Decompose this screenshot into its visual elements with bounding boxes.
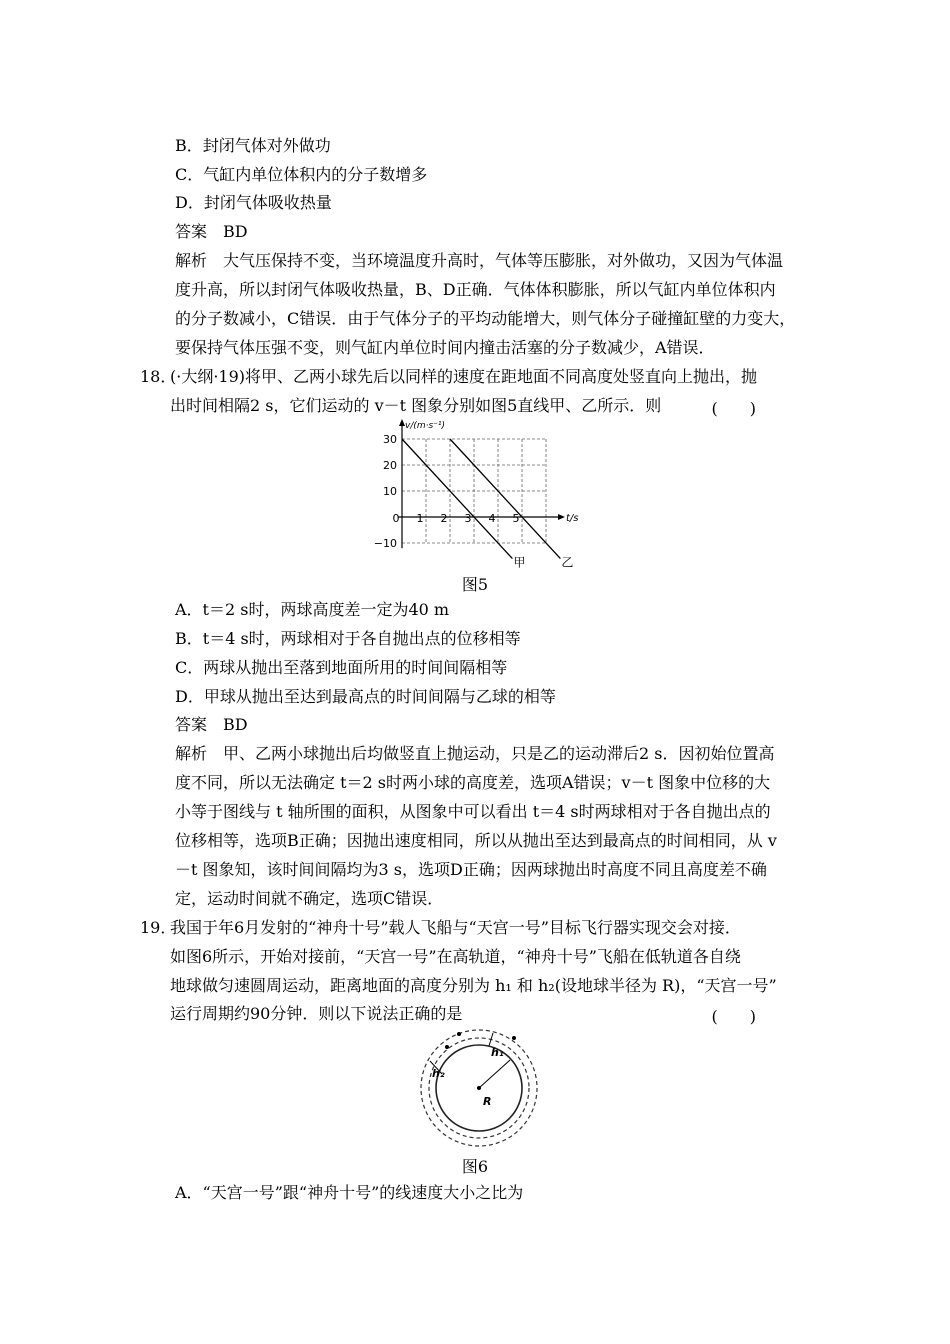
chart-grid [402,439,546,543]
figure-6-caption: 图6 [461,1157,489,1176]
y-tick-label: 10 [383,485,397,498]
y-tick-label: 30 [383,433,397,446]
figure-5-caption: 图5 [461,575,489,594]
q18-analysis-line: 小等于图线与 t 轴所围的面积，从图象中可以看出 t＝4 s时两球相对于各自抛出点的 [175,802,771,821]
vt-graph [370,416,579,570]
q18-analysis-line: 位移相等，选项B正确；因抛出速度相同，所以从抛出至达到最高点的时间相同，从 v [175,831,777,850]
q18-option-d: D．甲球从抛出至达到最高点的时间间隔与乙球的相等 [175,687,556,706]
radius-label: R [483,1095,492,1108]
q17-analysis-line: 解析 大气压保持不变，当环境温度升高时，气体等压膨胀，对外做功，又因为气体温 [175,251,784,270]
x-tick-label: 4 [488,512,496,525]
x-axis-label: t/s [566,513,579,524]
spacecraft-dot [512,1036,516,1040]
q18-option-b: B．t＝4 s时，两球相对于各自抛出点的位移相等 [175,629,521,648]
q18-analysis-line: －t 图象知，该时间间隔均为3 s，选项D正确；因两球抛出时高度不同且高度差不确 [175,860,767,879]
orbit-diagram [414,1028,544,1148]
spacecraft-dot [457,1032,461,1036]
y-axis-label: v/(m·s⁻¹) [405,421,446,431]
q18-analysis-line: 定，运动时间就不确定，选项C错误． [175,889,444,908]
q17-option-d: D．封闭气体吸收热量 [175,193,332,212]
q18-stem-line: (·大纲·19)将甲、乙两小球先后以同样的速度在距地面不同高度处竖直向上抛出，抛 [170,367,758,386]
x-tick-label: 2 [440,512,448,525]
q17-analysis-line: 的分子数减小，C错误．由于气体分子的平均动能增大，则气体分子碰撞缸壁的力变大， [175,309,796,328]
q19-stem-line: 地球做匀速圆周运动，距离地面的高度分别为 h₁ 和 h₂(设地球半径为 R)，“天宫一号” [170,976,777,995]
x-tick-label: 1 [416,512,424,525]
h1-label: h₁ [491,1046,504,1059]
q17-analysis-line: 度升高，所以封闭气体吸收热量，B、D正确．气体体积膨胀，所以气缸内单位体积内 [175,280,776,299]
radius-line [479,1060,510,1088]
chart-labels [374,421,579,570]
q18-analysis-line: 度不同，所以无法确定 t＝2 s时两小球的高度差，选项A错误；v－t 图象中位移的大 [175,773,771,792]
series-line [402,439,512,559]
q18-answer-paren: ( ) [711,399,756,418]
y-tick-label: −10 [373,537,397,550]
q18-stem-line: 出时间相隔2 s，它们运动的 v－t 图象分别如图5直线甲、乙所示．则 [170,396,662,415]
q18-option-a: A．t＝2 s时，两球高度差一定为40 m [175,600,450,619]
q18-answer: 答案 BD [175,715,248,734]
q19-answer-paren: ( ) [711,1007,756,1026]
q19-stem-line: 运行周期约90分钟．则以下说法正确的是 [170,1004,463,1023]
x-tick-label: 5 [512,512,520,525]
h2-label: h₂ [432,1067,445,1080]
q17-analysis-line: 要保持气体压强不变，则气缸内单位时间内撞击活塞的分子数减少，A错误． [175,338,715,357]
q19-stem-line: 如图6所示，开始对接前，“天宫一号”在高轨道，“神舟十号”飞船在低轨道各自绕 [170,947,741,966]
series-label: 甲 [513,555,526,570]
q17-option-b: B．封闭气体对外做功 [175,136,331,155]
q19-stem-line: 我国于年6月发射的“神舟十号”载人飞船与“天宫一号”目标飞行器实现交会对接． [170,918,741,937]
q17-option-c: C．气缸内单位体积内的分子数增多 [175,165,428,184]
q18-number: 18． [140,367,177,386]
series-label: 乙 [561,555,574,570]
spacecraft-dot [445,1045,449,1049]
y-tick-label: 20 [383,459,397,472]
q19-option-a: A．“天宫一号”跟“神舟十号”的线速度大小之比为 [175,1183,524,1202]
x-tick-label: 3 [464,512,472,525]
series-line [450,439,560,559]
q17-answer: 答案 BD [175,222,248,241]
chart-axes [398,419,565,548]
q18-analysis-line: 解析 甲、乙两小球抛出后均做竖直上抛运动，只是乙的运动滞后2 s．因初始位置高 [175,744,775,763]
x-tick-label: 0 [392,512,400,525]
q18-option-c: C．两球从抛出至落到地面所用的时间间隔相等 [175,658,508,677]
x-axis-arrow [558,514,565,520]
q19-number: 19． [140,918,177,937]
